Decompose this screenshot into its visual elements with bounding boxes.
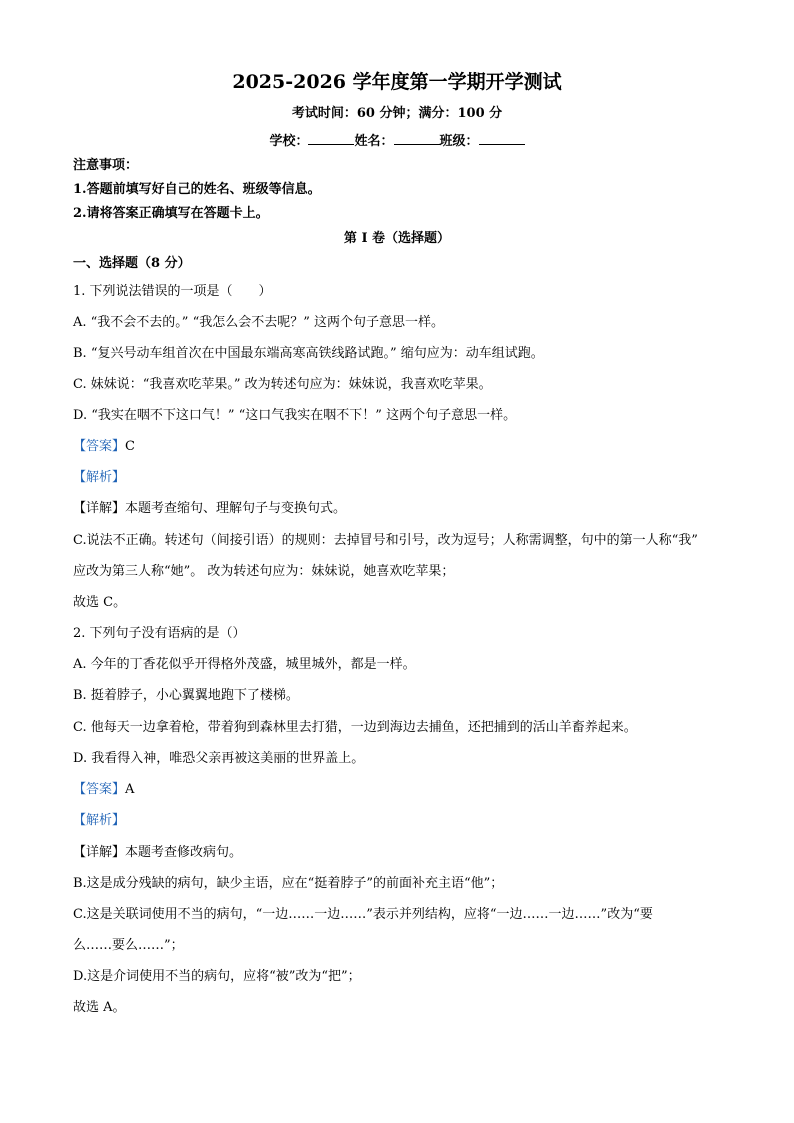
q2-detail [73, 844, 734, 862]
exam-title: 2025-2026 学年度第一学期开学测试 [232, 71, 562, 93]
q1-choice: 故选 C。 [73, 595, 127, 610]
q2-explanation-b: B.这是成分残缺的病句，缺少主语，应在“挺着脖子”的前面补充主语“他”； [73, 876, 504, 891]
q2-option-b: B. 挺着脖子，小心翼翼地跑下了楼梯。 [73, 688, 299, 703]
q1-analysis [73, 469, 734, 487]
q2-option-a: A. 今年的丁香花似乎开得格外茂盛，城里城外，都是一样。 [73, 657, 416, 672]
q1-option-c: C. 妹妹说：“我喜欢吃苹果。” 改为转述句应为：妹妹说，我喜欢吃苹果。 [73, 377, 492, 392]
name-blank[interactable] [394, 132, 440, 145]
q1-answer [73, 438, 734, 456]
q2-choice: 故选 A。 [73, 1000, 126, 1015]
detail-text: 本题考查修改病句。 [125, 845, 243, 860]
notice-heading: 注意事项： [73, 158, 139, 173]
detail-tag: 【详解】 [73, 845, 126, 860]
class-blank[interactable] [479, 132, 525, 145]
q2-answer [73, 781, 734, 799]
answer-tag: 【答案】 [73, 782, 126, 797]
exam-info: 考试时间：60 分钟；满分：100 分 [291, 106, 503, 121]
q2-explanation-c-line-2: 么……要么……”； [73, 938, 184, 953]
class-label: 班级： [439, 134, 479, 149]
answer-value: A [125, 782, 135, 797]
analysis-tag: 【解析】 [73, 813, 126, 828]
q1-option-d: D. “我实在咽不下这口气！” “这口气我实在咽不下！” 这两个句子意思一样。 [73, 408, 517, 423]
q2-analysis [73, 812, 734, 830]
detail-tag: 【详解】 [73, 501, 126, 516]
q1-option-a: A. “我不会不去的。” “我怎么会不去呢？” 这两个句子意思一样。 [73, 315, 445, 330]
analysis-tag: 【解析】 [73, 470, 126, 485]
q2-explanation-c-line-1: C.这是关联词使用不当的病句，“一边……一边……”表示并列结构，应将“一边……一边……”改为“要 [73, 907, 653, 922]
school-label: 学校： [269, 134, 309, 149]
q1-option-b: B. “复兴号动车组首次在中国最东端高寒高铁线路试跑。” 缩句应为：动车组试跑。 [73, 346, 544, 361]
school-blank[interactable] [308, 132, 354, 145]
detail-text: 本题考查缩句、理解句子与变换句式。 [125, 501, 347, 516]
answer-value: C [125, 439, 135, 454]
q1-stem: 1. 下列说法错误的一项是（ ） [73, 284, 272, 299]
q2-explanation-d: D.这是介词使用不当的病句，应将“被”改为“把”； [73, 969, 361, 984]
q1-detail [73, 500, 734, 518]
q2-option-d: D. 我看得入神，唯恐父亲再被这美丽的世界盖上。 [73, 751, 365, 766]
name-label: 姓名： [354, 134, 394, 149]
section-title: 一、选择题（8 分） [73, 256, 191, 271]
answer-tag: 【答案】 [73, 439, 126, 454]
student-info-row [0, 132, 794, 151]
q2-stem: 2. 下列句子没有语病的是（） [73, 626, 246, 641]
q1-explanation-line-2: 应改为第三人称“她”。 改为转述句应为：妹妹说，她喜欢吃苹果； [73, 564, 455, 579]
volume-title: 第 I 卷（选择题） [343, 231, 451, 246]
q1-explanation-line-1: C.说法不正确。转述句（间接引语）的规则：去掉冒号和引号，改为逗号；人称需调整，句中的第一人称“我” [73, 533, 698, 548]
notice-item-1: 1.答题前填写好自己的姓名、班级等信息。 [73, 182, 321, 197]
notice-item-2: 2.请将答案正确填写在答题卡上。 [73, 206, 269, 221]
q2-option-c: C. 他每天一边拿着枪，带着狗到森林里去打猎，一边到海边去捕鱼，还把捕到的活山羊畜养起来。 [73, 720, 637, 735]
